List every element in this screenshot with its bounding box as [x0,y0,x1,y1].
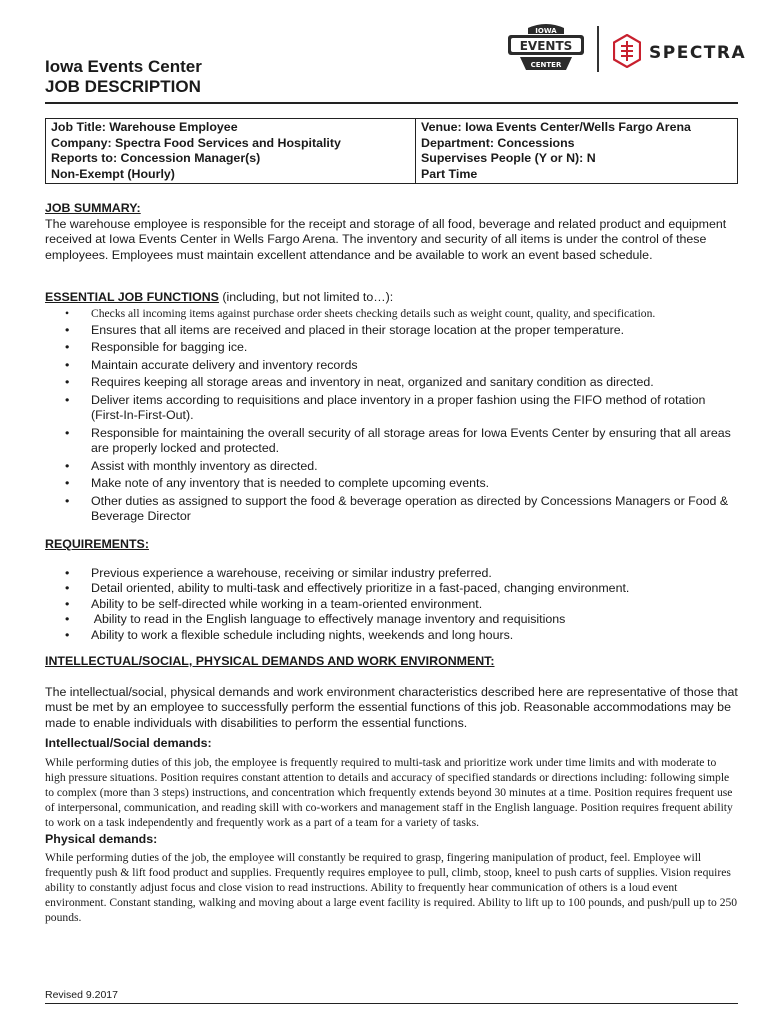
list-item: • Requires keeping all storage areas and inventory in neat, organized and sanitary condition as directed. [65,375,654,389]
footer-rule [45,1003,738,1004]
logo-divider [597,26,599,72]
work-environment-heading: INTELLECTUAL/SOCIAL, PHYSICAL DEMANDS AND WORK ENVIRONMENT: [45,654,495,668]
list-item: • Detail oriented, ability to multi-task and effectively prioritize in a fast-paced, changing environment. [65,581,630,595]
list-item: • Assist with monthly inventory as directed. [65,458,318,473]
essential-functions-section [45,290,738,525]
page-title: JOB DESCRIPTION [45,77,201,96]
job-title: Job Title: Warehouse Employee [51,120,238,134]
department: Department: Concessions [421,135,575,150]
reports-to: Reports to: Concession Manager(s) [51,151,261,165]
list-item: • Ability to work a flexible schedule including nights, weekends and long hours. [65,627,514,642]
exempt-status: Non-Exempt (Hourly) [51,166,175,181]
essential-functions-heading-line [45,290,738,306]
venue-title: Iowa Events Center [45,57,202,76]
header-logos [506,22,747,78]
supervises-people: Supervises People (Y or N): N [421,151,596,165]
list-item: • Deliver items according to requisitions and place inventory in a proper fashion using the FIFO method of rotation (First-In-First-Out). [65,392,706,422]
job-summary-heading: JOB SUMMARY: [45,201,141,215]
list-item: • Responsible for bagging ice. [65,340,248,354]
list-item: • Other duties as assigned to support the food & beverage operation as directed by Concessions Managers or Food & Beverage Director [65,493,729,523]
spectra-mark-icon [613,34,641,68]
requirements-heading: REQUIREMENTS: [45,537,149,551]
iowa-logo-mid: EVENTS [519,39,573,53]
physical-demands-text: While performing duties of the job, the employee will constantly be required to grasp, fingering manipulation of product, feel. Employee will frequently push & lift food product and supplies. Frequently requires employee to pull, climb, stoop, kneel to push carts of supplies. Vision requires ability to constantly adjust focus and close vision to read instructions. Ability to frequently hear communication of others is a loud event environment. Constant standing, walking and moving about a large event facility is required. Ability to lift up to 100 pounds, and push/pull up to 250 pounds. [45,851,738,924]
requirements-list [45,566,738,644]
list-item: • Checks all incoming items against purchase order sheets checking details such as weight count, quality, and specification. [65,306,656,320]
work-environment-section [45,654,738,925]
list-item: • Ability to be self-directed while working in a team-oriented environment. [65,596,483,611]
list-item: • Ensures that all items are received and placed in their storage location at the proper temperature. [65,322,625,337]
list-item: • Maintain accurate delivery and inventory records [65,357,358,372]
iowa-logo-bottom: CENTER [530,61,562,69]
essential-functions-list [45,306,738,525]
spectra-logo-text: SPECTRA [649,43,747,63]
job-info-left [46,119,416,184]
list-item: • Previous experience a warehouse, receiving or similar industry preferred. [65,565,492,580]
header-rule [45,102,738,104]
essential-functions-heading: ESSENTIAL JOB FUNCTIONS [45,290,219,304]
iowa-events-center-logo [506,22,586,74]
revision-footer: Revised 9.2017 [45,989,118,1001]
job-summary-section [45,201,738,263]
job-info-right [416,119,738,184]
job-summary-text: The warehouse employee is responsible for the receipt and storage of all food, beverage and related product and equipment received at Iowa Events Center in Wells Fargo Arena. The inventory and security of all items is under the control of these employees. Employees must maintain excellent attendance and be available to work an event based schedule. [45,216,727,262]
intellectual-demands-text: While performing duties of this job, the employee is frequently required to multi-task and prioritize work under time limits and with moderate to high pressure situations. Position requires constant attention to details and accuracy of specified standards or directions including: following simple to complex (more than 3 steps) instructions, and concentration which frequently extends beyond 30 minutes at a time. Position requires frequent use of interpersonal, communication, and reading skill with co-workers and management staff in the English language. Position requires frequent ability to work on a task independently and frequently work as a part of a team for a variety of tasks. [45,755,733,829]
essential-functions-heading-suffix: (including, but not limited to…): [218,290,394,304]
job-info-table [45,118,738,184]
employment-type: Part Time [421,166,478,181]
venue: Venue: Iowa Events Center/Wells Fargo Arena [421,120,691,134]
work-environment-intro: The intellectual/social, physical demands and work environment characteristics described here are representative of those that must be met by an employee to successfully perform the essential functions of this job. Reasonable accommodations may be made to enable individuals with disabilities to perform the essential functions. [45,684,738,730]
requirements-section [45,537,738,643]
list-item: • Make note of any inventory that is needed to complete upcoming events. [65,476,490,490]
iowa-logo-top: IOWA [535,27,557,35]
document-header [45,57,202,97]
intellectual-demands-heading: Intellectual/Social demands: [45,736,212,750]
list-item: • Ability to read in the English language to effectively manage inventory and requisitions [65,612,566,626]
physical-demands-heading: Physical demands: [45,831,158,846]
company: Company: Spectra Food Services and Hospitality [51,135,341,150]
list-item: • Responsible for maintaining the overall security of all storage areas for Iowa Events Center by ensuring that all areas are properly locked and protected. [65,425,731,455]
